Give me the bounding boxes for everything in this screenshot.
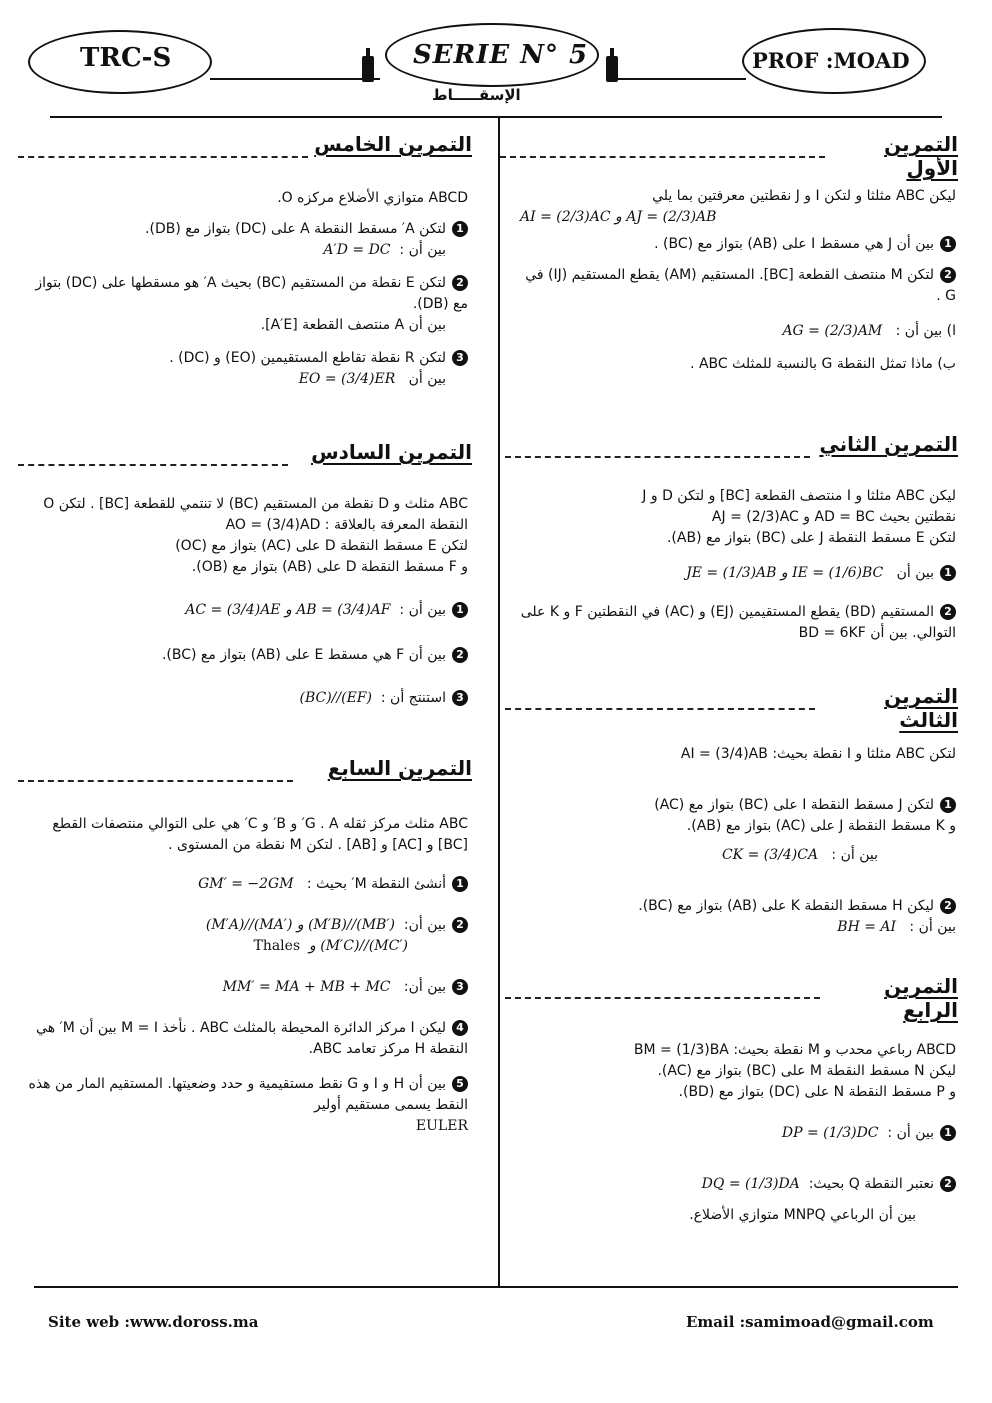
marker-2-icon: 2 bbox=[452, 917, 468, 933]
ex7-q2-thales: Thales bbox=[253, 938, 301, 954]
ex6-intro: ABC مثلث و D نقطة من المستقيم (BC) لا تنتمي للقطعة [BC] . لتكن O النقطة المعرفة بالعلاقة : AO = (3/4)AD bbox=[43, 496, 468, 533]
ex4-line3: و P مسقط النقطة N على (DC) بتواز مع (BD). bbox=[678, 1084, 956, 1100]
ex3-body bbox=[520, 744, 956, 938]
ex2-line3: لتكن E مسقط النقطة J على (BC) بتواز مع (AB). bbox=[666, 530, 956, 546]
ex3-dashes bbox=[505, 708, 815, 710]
ex2-intro: ليكن ABC مثلثا و I منتصف القطعة [BC] و لتكن D و J bbox=[642, 488, 956, 504]
ex4-dashes bbox=[505, 997, 820, 999]
ex4-q2b: بين أن الرباعي MNPQ متوازي الأضلاع. bbox=[689, 1207, 916, 1223]
bottle-left-icon bbox=[360, 48, 376, 82]
ex6-line3: و F مسقط النقطة D على (AB) بتواز مع (OB). bbox=[191, 559, 468, 575]
ex7-q5: بين أن H و I و G نقط مستقيمية و حدد وضعيتها. المستقيم المار من هذه النقط يسمى مستقيم أولير bbox=[28, 1076, 468, 1113]
ex4-q1-math: DP = (1/3)DC bbox=[781, 1125, 879, 1141]
ex5-body bbox=[28, 188, 468, 390]
ex4-q2-label: نعتبر النقطة Q بحيث: bbox=[808, 1176, 934, 1192]
ex7-dashes bbox=[18, 780, 293, 782]
ex6-q3-label: استنتج أن : bbox=[380, 690, 446, 706]
marker-1-icon: 1 bbox=[452, 221, 468, 237]
ex1-q2: لتكن M منتصف القطعة [BC]. المستقيم (AM) يقطع المستقيم (IJ) في G . bbox=[525, 267, 956, 304]
ex5-q1-math: A′D = DC bbox=[323, 242, 391, 258]
subtitle: الإسقـــــاط bbox=[432, 86, 521, 104]
ex6-dashes bbox=[18, 464, 288, 466]
teacher-label: PROF :MOAD bbox=[752, 48, 910, 73]
bottle-right-icon bbox=[604, 48, 620, 82]
ex3-q2: ليكن H مسقط النقطة K على (AB) بتواز مع (BC). bbox=[638, 898, 934, 914]
ex1-intro: ليكن ABC مثلثا و لتكن I و J نقطتين معرفتين بما يلي bbox=[652, 188, 956, 204]
ex4-q1-label: بين أن : bbox=[887, 1125, 934, 1141]
ex2-q2: المستقيم (BD) يقطع المستقيمين (EJ) و (AC) في النقطتين F و K على التوالي. بين أن BD = 6KF bbox=[520, 604, 956, 641]
marker-2-icon: 2 bbox=[940, 604, 956, 620]
marker-1-icon: 1 bbox=[940, 236, 956, 252]
marker-1-icon: 1 bbox=[940, 1125, 956, 1141]
ex2-q1-math: JE = (1/3)AB و IE = (1/6)BC bbox=[686, 565, 884, 581]
footer-email[interactable]: Email :samimoad@gmail.com bbox=[686, 1313, 934, 1331]
ex4-line2: ليكن N مسقط النقطة M على (BC) بتواز مع (AC). bbox=[657, 1063, 956, 1079]
ex3-q1b: و K مسقط النقطة J على (AC) بتواز مع (AB). bbox=[686, 818, 956, 834]
marker-3-icon: 3 bbox=[452, 690, 468, 706]
ex6-q2: بين أن F هي مسقط E على (AB) بتواز مع (BC). bbox=[161, 647, 446, 663]
ex3-title: التمرين الثالث bbox=[884, 684, 958, 732]
ex3-q1-math: CK = (3/4)CA bbox=[721, 847, 819, 863]
ex7-q3-math: MM′ = MA + MB + MC bbox=[222, 979, 391, 995]
ex7-title: التمرين السابع bbox=[327, 756, 472, 780]
ex6-body bbox=[28, 494, 468, 709]
marker-1-icon: 1 bbox=[940, 565, 956, 581]
ex7-q2-label: بين أن: bbox=[403, 917, 446, 933]
ex6-title: التمرين السادس bbox=[311, 440, 472, 464]
marker-2-icon: 2 bbox=[940, 1176, 956, 1192]
ex5-q3: لتكن R نقطة تقاطع المستقيمين (EO) و (DC) . bbox=[169, 350, 446, 366]
ex7-body bbox=[28, 814, 468, 1137]
class-label: TRC-S bbox=[80, 43, 172, 73]
ex1-title: التمرين الأول bbox=[884, 132, 958, 180]
ex7-q4: ليكن I مركز الدائرة المحيطة بالمثلث ABC . نأخذ M = I بين أن M′ هي النقطة H مركز تعامد ABC. bbox=[36, 1020, 468, 1057]
marker-2-icon: 2 bbox=[940, 898, 956, 914]
ex5-q3-math: EO = (3/4)ER bbox=[298, 371, 396, 387]
ex7-q2-math-b: و (M′C)//(MC′) bbox=[309, 938, 408, 954]
ex2-title: التمرين الثاني bbox=[819, 432, 958, 456]
ex5-q1-label: بين أن : bbox=[399, 242, 446, 258]
ex4-body bbox=[520, 1040, 956, 1226]
ex1-q2b: ب) ماذا تمثل النقطة G بالنسبة للمثلث ABC . bbox=[690, 356, 956, 372]
marker-4-icon: 4 bbox=[452, 1020, 468, 1036]
marker-2-icon: 2 bbox=[452, 647, 468, 663]
ex7-q3-label: بين أن: bbox=[403, 979, 446, 995]
marker-1-icon: 1 bbox=[452, 602, 468, 618]
ex2-q1-label: بين أن bbox=[896, 565, 934, 581]
ex3-q1-label: بين أن : bbox=[831, 847, 878, 863]
marker-3-icon: 3 bbox=[452, 350, 468, 366]
ex6-line2: لتكن E مسقط النقطة D على (AC) بتواز مع (OC) bbox=[175, 538, 468, 554]
ex1-dashes bbox=[500, 156, 825, 158]
ex3-q1a: لتكن J مسقط النقطة I على (BC) بتواز مع (AC) bbox=[654, 797, 934, 813]
ex7-q1-math: GM′ = −2GM bbox=[198, 876, 294, 892]
ex5-q1: لتكن A′ مسقط النقطة A على (DC) بتواز مع (DB). bbox=[145, 221, 446, 237]
ex5-intro: ABCD متوازي الأضلاع مركزه O. bbox=[277, 190, 468, 206]
ex1-q2a-math: AG = (2/3)AM bbox=[782, 323, 883, 339]
ex2-def: نقطتين بحيث AD = BC و AJ = (2/3)AC bbox=[711, 509, 956, 525]
top-rule bbox=[50, 116, 942, 118]
header-rule bbox=[618, 78, 746, 80]
ex1-body bbox=[520, 186, 956, 375]
ex2-body bbox=[520, 486, 956, 644]
bottom-rule bbox=[34, 1286, 958, 1288]
ex5-q3-label: بين أن bbox=[408, 371, 446, 387]
ex6-q1-label: بين أن : bbox=[399, 602, 446, 618]
footer-site[interactable]: Site web :www.doross.ma bbox=[48, 1313, 259, 1331]
ex2-dashes bbox=[505, 456, 810, 458]
ex4-q2-math: DQ = (1/3)DA bbox=[701, 1176, 800, 1192]
ex7-q1-label: أنشئ النقطة M′ بحيث : bbox=[306, 876, 446, 892]
ex1-q2a-label: ا) بين أن : bbox=[895, 323, 956, 339]
ex3-q2-math: BH = AI bbox=[837, 919, 897, 935]
ex6-q3-math: (BC)//(EF) bbox=[299, 690, 372, 706]
column-divider bbox=[498, 117, 500, 1287]
ex4-intro: ABCD رباعي محدب و M نقطة بحيث: BM = (1/3)BA bbox=[633, 1042, 956, 1058]
ex7-euler: EULER bbox=[415, 1118, 468, 1134]
marker-5-icon: 5 bbox=[452, 1076, 468, 1092]
marker-2-icon: 2 bbox=[452, 275, 468, 291]
marker-3-icon: 3 bbox=[452, 979, 468, 995]
ex5-dashes bbox=[18, 156, 308, 158]
header-rule bbox=[210, 78, 380, 80]
ex5-q2: لتكن E نقطة من المستقيم (BC) بحيث A′ هو مسقطها على (DC) بتواز مع (DB). bbox=[35, 275, 468, 312]
ex6-q1-math: AC = (3/4)AE و AB = (3/4)AF bbox=[185, 602, 391, 618]
ex7-q2-math-a: (M′A)//(MA′) و (M′B)//(MB′) bbox=[205, 917, 395, 933]
ex3-intro: لتكن ABC مثلثا و I نقطة بحيث: AI = (3/4)AB bbox=[680, 746, 956, 762]
ex1-q1: بين أن J هي مسقط I على (AB) بتواز مع (BC) . bbox=[654, 236, 934, 252]
marker-1-icon: 1 bbox=[452, 876, 468, 892]
ex7-intro: ABC مثلث مركز ثقله G . A′ و B′ و C′ هي على التوالي منتصفات القطع [BC] و [AC] و [AB] . لتكن M نقطة من المستوى . bbox=[52, 816, 468, 853]
ex4-title: التمرين الرابع bbox=[884, 974, 958, 1022]
marker-2-icon: 2 bbox=[940, 267, 956, 283]
marker-1-icon: 1 bbox=[940, 797, 956, 813]
ex5-title: التمرين الخامس bbox=[314, 132, 472, 156]
ex3-q2-label: بين أن : bbox=[909, 919, 956, 935]
ex5-q2b: بين أن A منتصف القطعة [A′E]. bbox=[260, 317, 446, 333]
series-title: SERIE N° 5 bbox=[413, 40, 589, 70]
ex1-def: AI = (2/3)AC و AJ = (2/3)AB bbox=[520, 209, 717, 225]
